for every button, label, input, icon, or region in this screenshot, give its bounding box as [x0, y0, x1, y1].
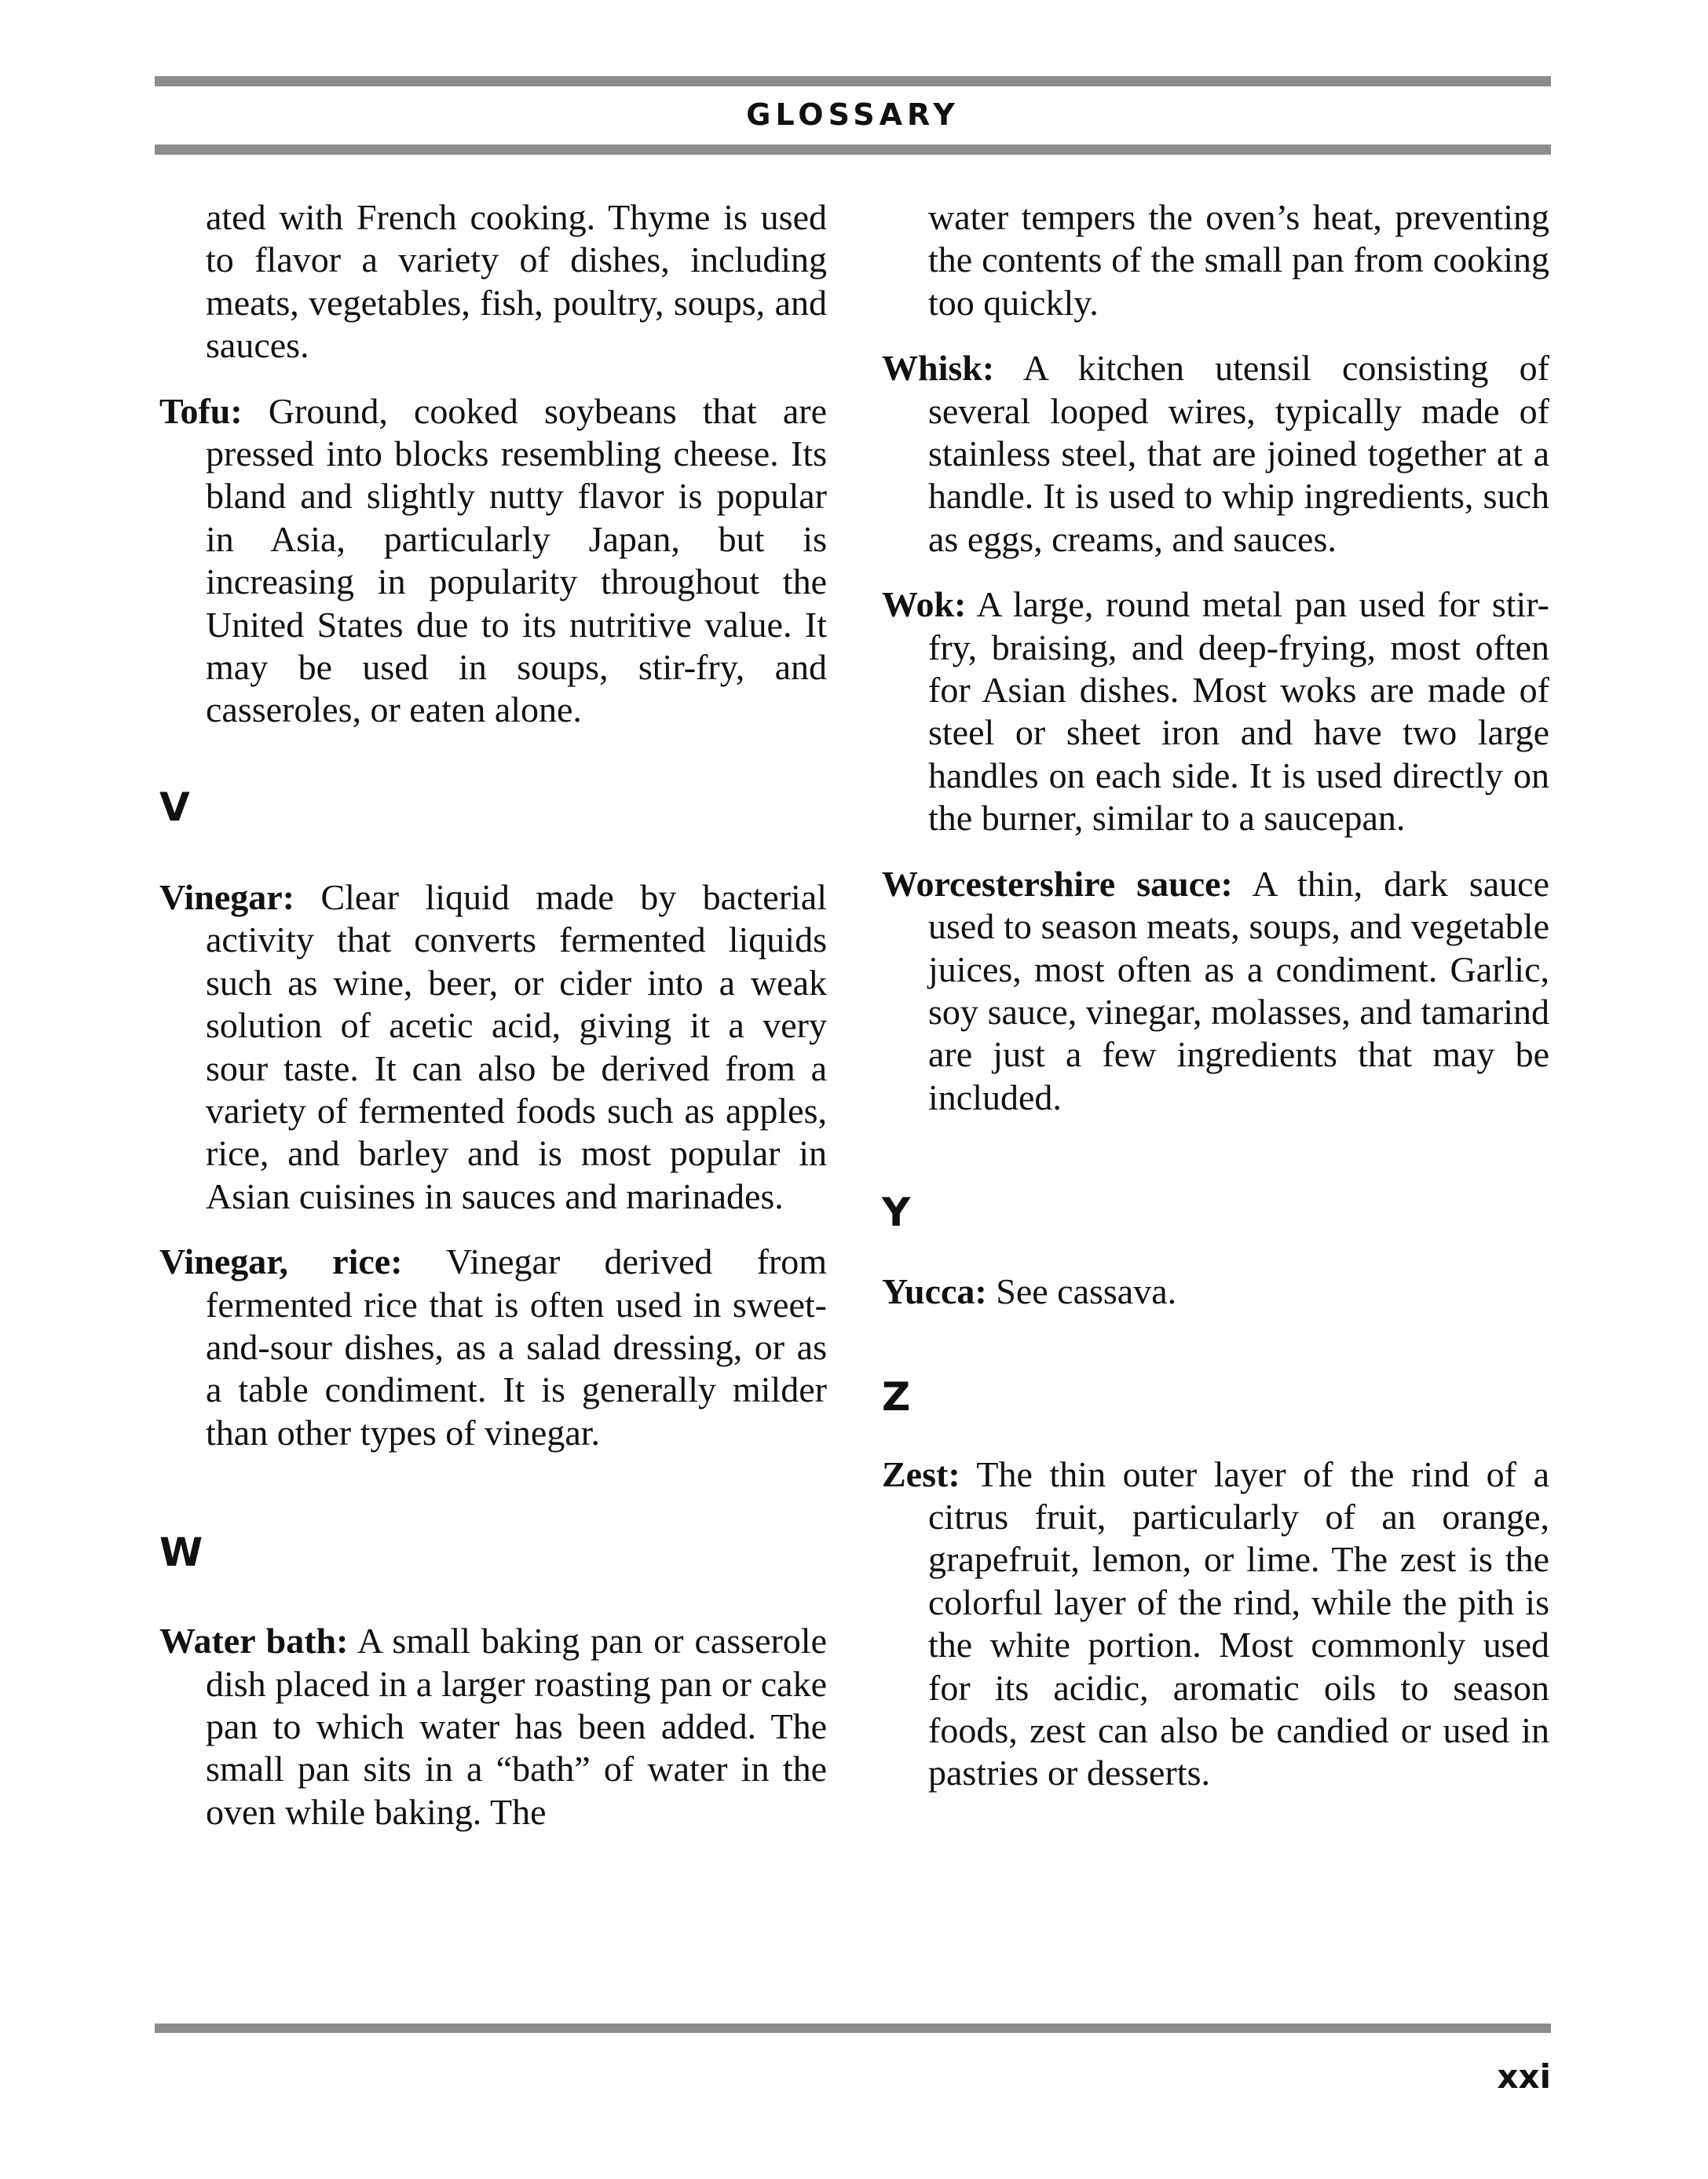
- entry-definition: A small baking pan or casserole dish placed in a larger roasting pan or cake pan to which water has been added. The small pan sits in a “bath” of water in the oven while baking. The: [206, 1621, 828, 1832]
- section-letter-y: Y: [882, 1190, 911, 1236]
- entry-definition: Vinegar derived from fermented rice that is often used in sweet-and-sour dishes, as a salad dressing, or as a table condiment. It is generally milder than other types of vinegar.: [206, 1241, 827, 1453]
- section-letter-z: Z: [882, 1373, 911, 1420]
- section-letter-v: V: [159, 784, 190, 830]
- right-column: [882, 196, 1549, 1818]
- entry-definition: A thin, dark sauce used to season meats, soups, and vegetable juices, most often as a condiment. Garlic, soy sauce, vinegar, molasses, and tamarind are just a few ingredients that may be included.: [928, 863, 1550, 1117]
- entry-term: Vinegar:: [159, 876, 295, 917]
- entry-term: Water bath:: [159, 1621, 349, 1662]
- entry-definition: A large, round metal pan used for stir-fry, braising, and deep-frying, most often for Asian dishes. Most woks are made of steel or sheet iron and have two large handles on each side. It is used directly on the burner, similar to a saucepan.: [928, 584, 1550, 839]
- entry-definition: Ground, cooked soybeans that are pressed into blocks resembling cheese. Its bland and slightly nutty flavor is popular in Asia, particularly Japan, but is increasing in popularity throughout the United States due to its nutritive value. It may be used in soups, stir-fry, and casseroles, or eaten alone.: [206, 390, 828, 730]
- entry-definition: ated with French cooking. Thyme is used to flavor a variety of dishes, including meats, vegetables, fish, poultry, soups, and sauces.: [206, 197, 827, 366]
- entry-tofu: [159, 390, 827, 732]
- running-head: GLOSSARY: [746, 97, 960, 132]
- continued-entry: [159, 196, 827, 367]
- entry-wok: [882, 583, 1549, 839]
- entry-water-bath: [159, 1620, 827, 1834]
- entry-zest: [882, 1453, 1549, 1795]
- footer-rule: [155, 2024, 1551, 2033]
- entry-term: Wok:: [882, 584, 967, 625]
- entry-definition: Clear liquid made by bacterial activity that converts fermented liquids such as wine, beer, or cider into a weak solution of acetic acid, giving it a very sour taste. It can also be derived from a variety of fermented foods such as apples, rice, and barley and is most popular in Asian cuisines in sauces and marinades.: [206, 876, 827, 1216]
- entry-yucca: [882, 1270, 1549, 1313]
- entry-worcestershire-sauce: [882, 863, 1549, 1119]
- page-number: xxi: [1497, 2057, 1551, 2096]
- entry-term: Whisk:: [882, 348, 995, 389]
- entry-definition: water tempers the oven’s heat, preventing the contents of the small pan from cooking too quickly.: [928, 197, 1549, 323]
- entry-definition: See cassava.: [996, 1271, 1177, 1312]
- entry-vinegar-rice: [159, 1241, 827, 1454]
- continued-entry: [882, 196, 1549, 324]
- header-rule-bottom: [155, 144, 1551, 155]
- entry-definition: The thin outer layer of the rind of a citrus fruit, particularly of an orange, grapefruit, lemon, or lime. The zest is the colorful layer of the rind, while the pith is the white portion. Most commonly used for its acidic, aromatic oils to season foods, zest can also be candied or used in pastries or desserts.: [928, 1453, 1550, 1793]
- entry-term: Tofu:: [159, 390, 243, 431]
- entry-term: Zest:: [882, 1453, 960, 1494]
- left-column: [159, 196, 827, 1856]
- entry-term: Vinegar, rice:: [159, 1241, 403, 1282]
- entry-term: Worcestershire sauce:: [882, 863, 1233, 904]
- entry-term: Yucca:: [882, 1271, 987, 1312]
- entry-definition: A kitchen utensil consisting of several looped wires, typically made of stainless steel, that are joined together at a handle. It is used to whip ingredients, such as eggs, creams, and sauces.: [928, 348, 1549, 559]
- entry-whisk: [882, 347, 1549, 561]
- header-rule-top: [155, 76, 1551, 86]
- entry-vinegar: [159, 876, 827, 1218]
- section-letter-w: W: [159, 1530, 203, 1576]
